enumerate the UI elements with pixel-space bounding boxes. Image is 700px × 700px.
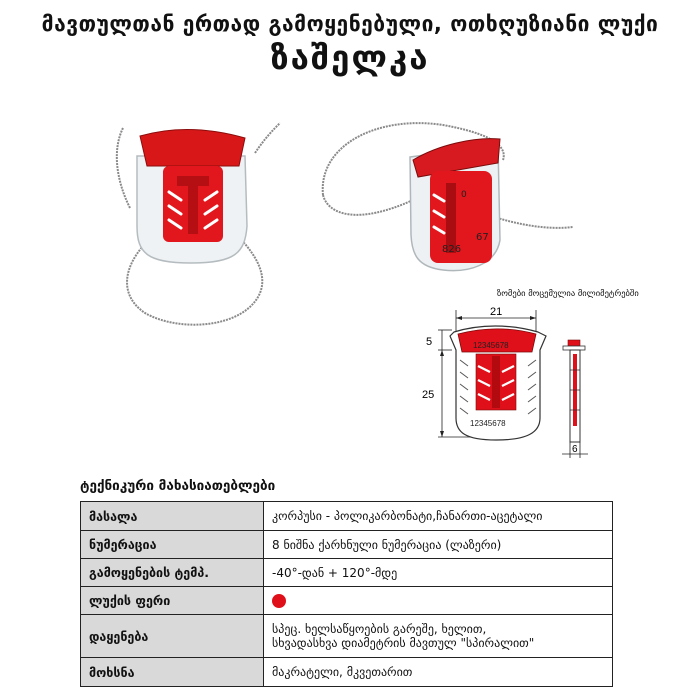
product-name: ზაშელკა xyxy=(270,38,430,77)
seal-photo-angled xyxy=(318,105,573,280)
table-row xyxy=(81,615,613,658)
spec-value xyxy=(264,615,613,658)
technical-drawing xyxy=(410,300,600,465)
spec-value: კორპუსი - პოლიკარბონატი,ჩანართი-აცეტალი xyxy=(264,502,613,531)
seal-photo-front xyxy=(95,118,295,333)
spec-label: ლუქის ფერი xyxy=(81,587,264,615)
table-row xyxy=(81,531,613,559)
dim-top-label: 5 xyxy=(426,336,433,348)
seal-color-swatch xyxy=(272,594,286,608)
spec-value: მაკრატელი, მკვეთარით xyxy=(264,658,613,687)
seal-number-a: 0 xyxy=(461,190,467,200)
page-title: მავთულთან ერთად გამოყენებული, ოთხღუზიანი ლუქი xyxy=(41,12,659,36)
seal-number-c: 67 xyxy=(476,232,489,243)
spec-label: მასალა xyxy=(81,502,264,531)
spec-value-line-2: სხვადასხვა დიამეტრის მავთულ "სპირალით" xyxy=(272,636,535,650)
spec-value xyxy=(264,587,613,615)
spec-label: მოხსნა xyxy=(81,658,264,687)
table-row xyxy=(81,587,613,615)
specs-table xyxy=(80,501,613,687)
table-row xyxy=(81,502,613,531)
spec-label: დაყენება xyxy=(81,615,264,658)
table-row xyxy=(81,658,613,687)
drawing-number-top: 12345678 xyxy=(473,341,509,350)
drawing-number-bottom: 12345678 xyxy=(470,419,506,428)
dimensions-note: ზომები მოცემულია მილიმეტრებში xyxy=(497,289,639,299)
dim-height-label: 25 xyxy=(422,389,435,401)
seal-number-b: 826 xyxy=(442,244,462,255)
table-row xyxy=(81,559,613,587)
dim-width-label: 21 xyxy=(490,306,503,318)
dim-side-label: 6 xyxy=(572,444,578,455)
spec-value: -40°-დან + 120°-მდე xyxy=(264,559,613,587)
spec-label: ნუმერაცია xyxy=(81,531,264,559)
spec-value: 8 ნიშნა ქარხნული ნუმერაცია (ლაზერი) xyxy=(264,531,613,559)
specs-title: ტექნიკური მახასიათებლები xyxy=(80,478,276,494)
spec-label: გამოყენების ტემპ. xyxy=(81,559,264,587)
spec-value-line-1: სპეც. ხელსაწყოების გარეშე, ხელით, xyxy=(272,622,487,636)
